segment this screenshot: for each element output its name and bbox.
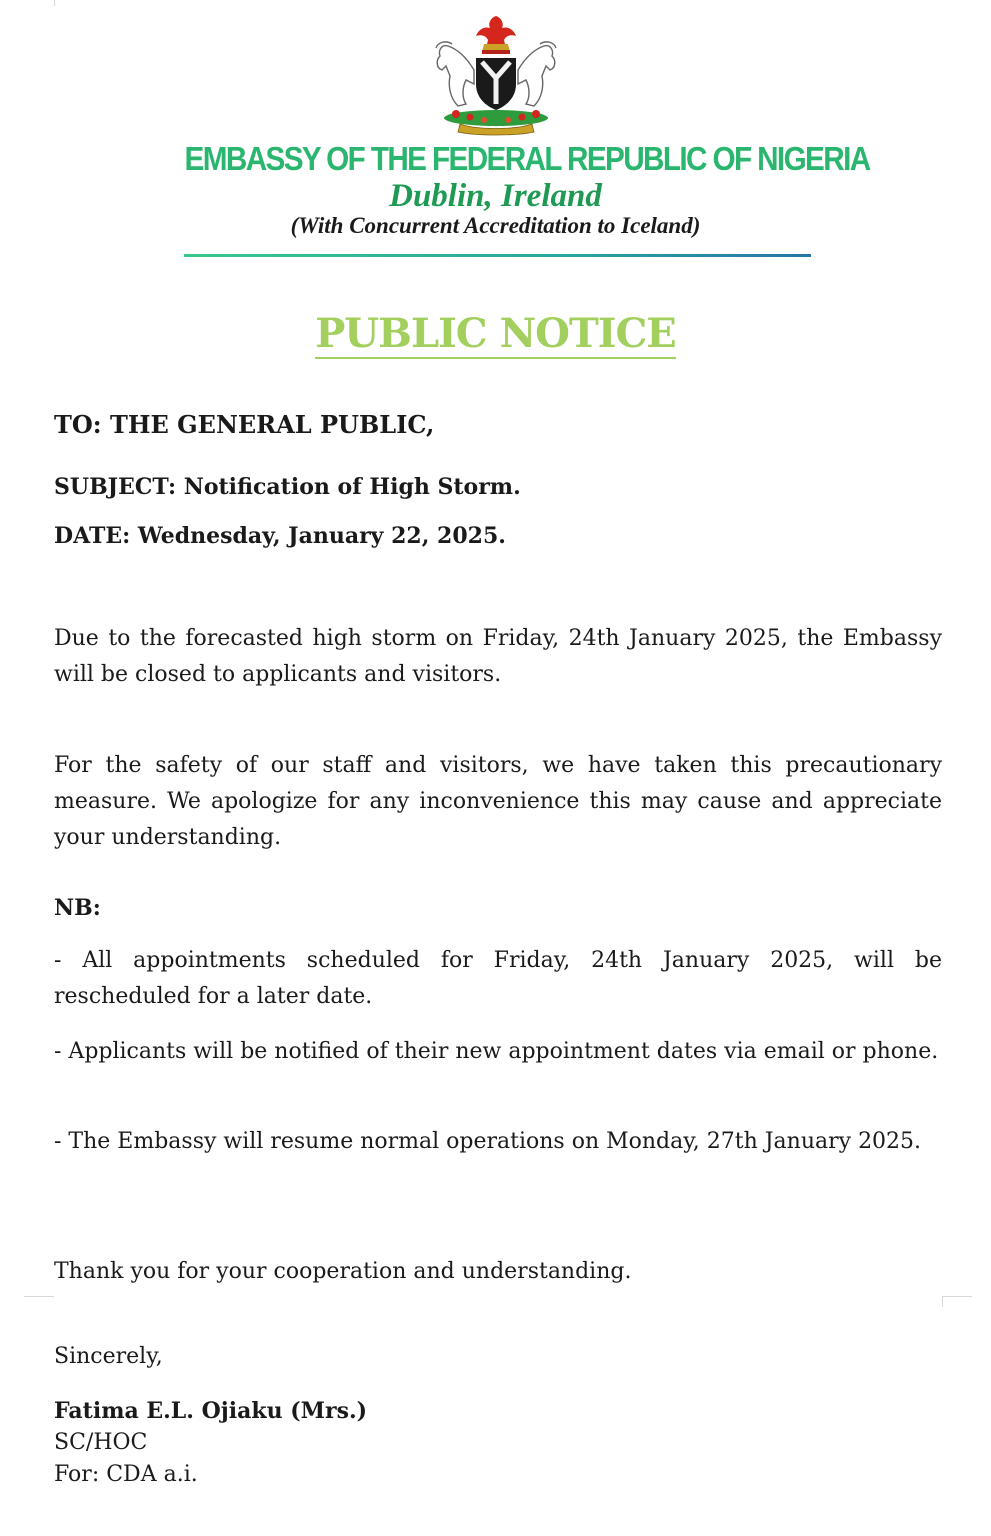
nb-label: NB: [54, 895, 101, 921]
page-break-mark-right [942, 1296, 972, 1297]
subject-line: SUBJECT: Notification of High Storm. [54, 474, 521, 500]
accreditation-note: (With Concurrent Accreditation to Iceland) [290, 213, 701, 238]
nb-item-resume: - The Embassy will resume normal operations on Monday, 27th January 2025. [54, 1129, 922, 1154]
header-divider [184, 254, 811, 257]
addressee-line: TO: THE GENERAL PUBLIC, [54, 410, 435, 439]
embassy-name: EMBASSY OF THE FEDERAL REPUBLIC OF NIGERIA [184, 140, 870, 177]
notice-title [150, 310, 841, 357]
paragraph-closure: Due to the forecasted high storm on Friday, 24th January 2025, the Embassy will be closed to applicants and visitors. [54, 626, 942, 687]
nb-item-notification: - Applicants will be notified of their new appointment dates via email or phone. [54, 1039, 939, 1064]
eagle-icon [476, 16, 516, 54]
coat-of-arms-emblem [426, 14, 566, 136]
page-break-mark-left [24, 1296, 54, 1297]
signatory-name: Fatima E.L. Ojiaku (Mrs.) [54, 1398, 368, 1424]
thanks-line: Thank you for your cooperation and understanding. [54, 1259, 632, 1284]
horse-left-icon [436, 42, 474, 106]
signatory-title: SC/HOC [54, 1430, 148, 1455]
page-break-mark-right-tick [942, 1297, 943, 1307]
embassy-city: Dublin, Ireland [389, 178, 602, 214]
nb-item-appointments: - All appointments scheduled for Friday, 24th January 2025, will be rescheduled for a later date. [54, 948, 942, 1009]
grassland-icon [444, 110, 548, 126]
signatory-for: For: CDA a.i. [54, 1462, 198, 1487]
horse-right-icon [518, 42, 556, 106]
closing-line: Sincerely, [54, 1344, 163, 1369]
page-corner-mark-top [54, 0, 55, 6]
notice-title-text: PUBLIC NOTICE [315, 310, 676, 357]
shield-icon [476, 58, 516, 110]
date-line: DATE: Wednesday, January 22, 2025. [54, 523, 506, 549]
paragraph-safety: For the safety of our staff and visitors, we have taken this precautionary measure. We apologize for any inconvenience this may cause and appreciate your understanding. [54, 753, 942, 850]
